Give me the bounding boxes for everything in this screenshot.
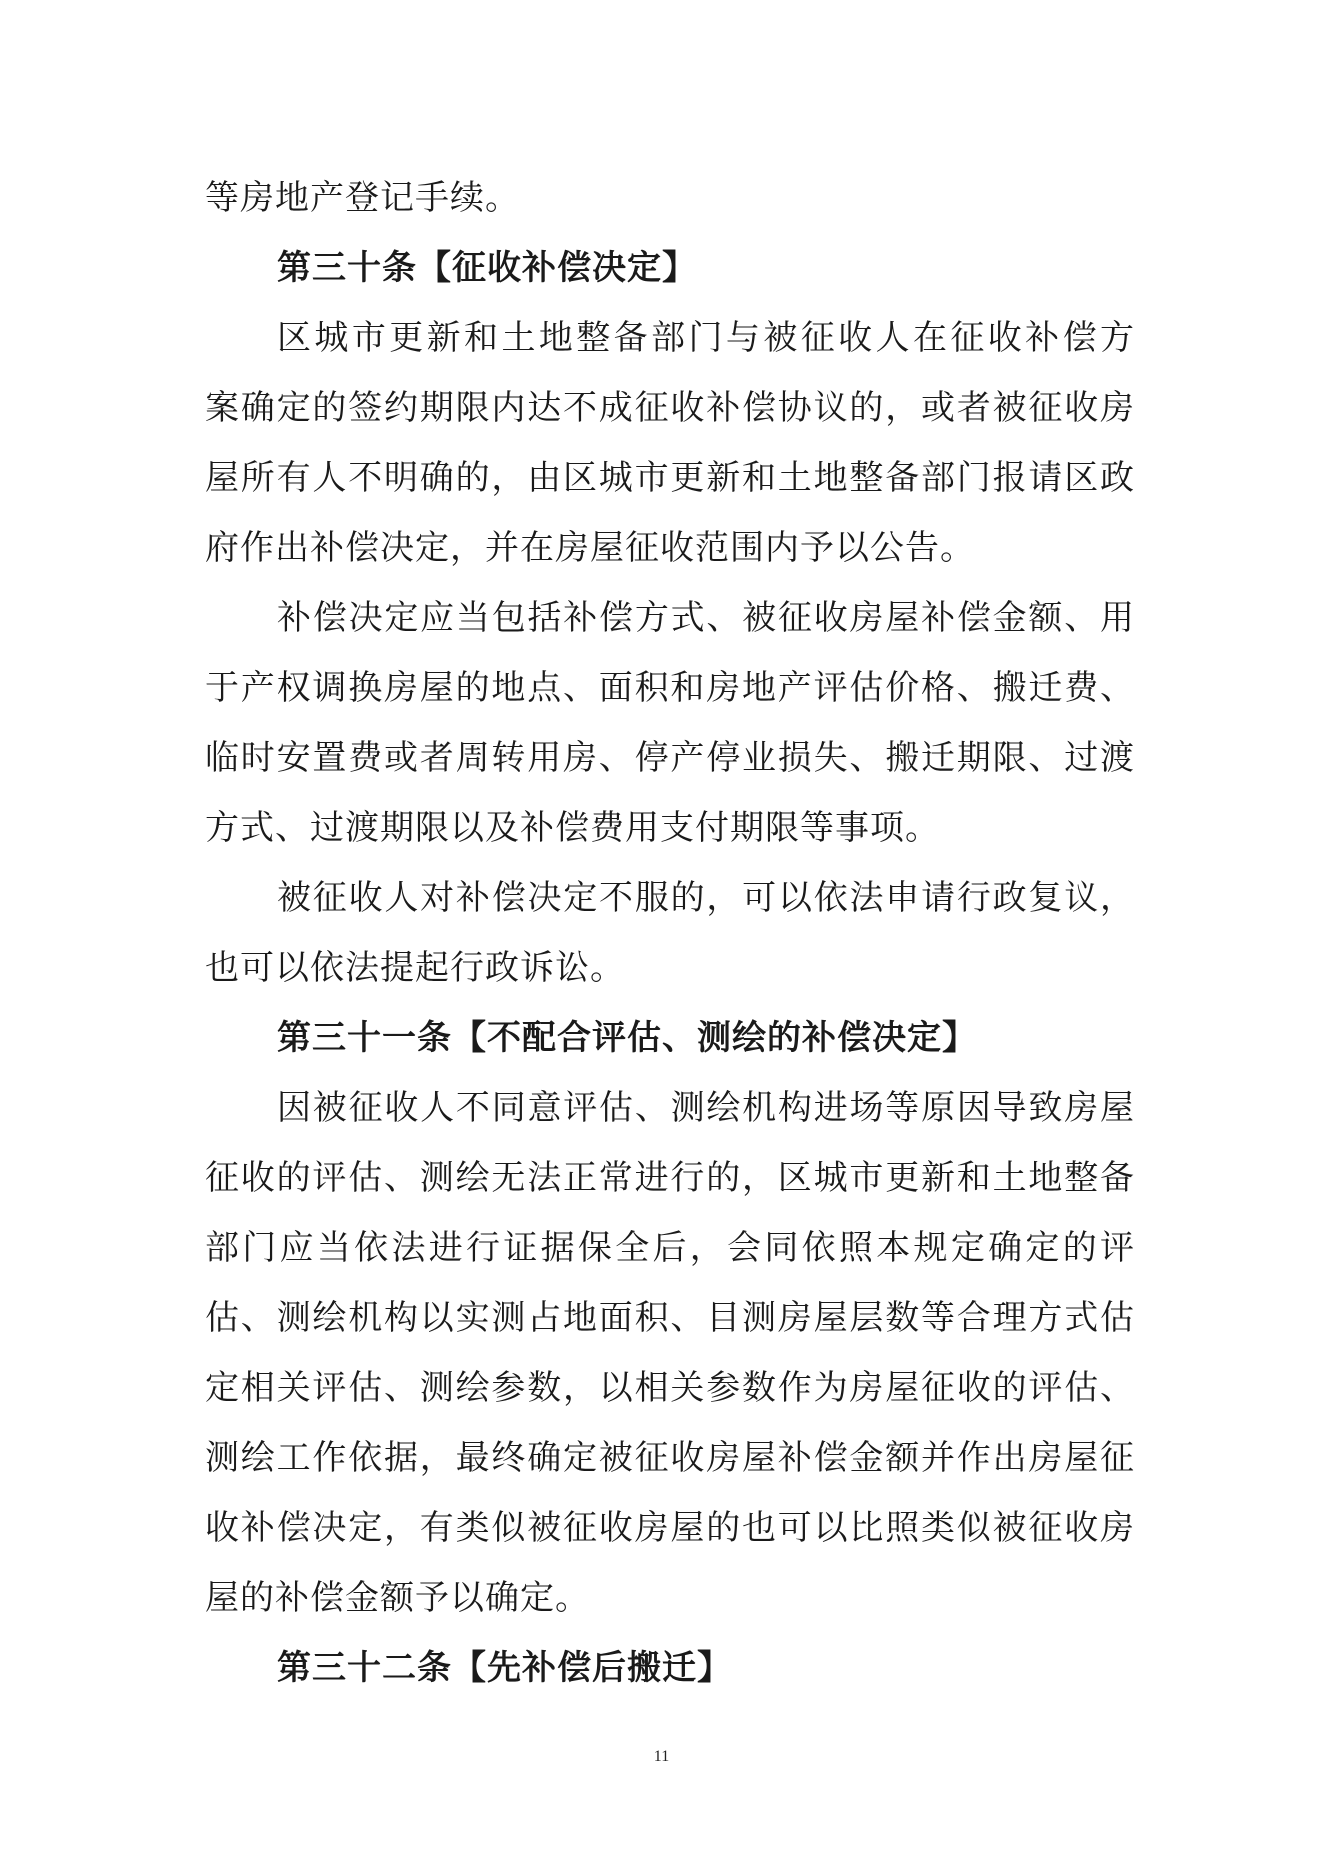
page-number: 11 bbox=[653, 1748, 670, 1765]
paragraph-line: 案确定的签约期限内达不成征收补偿协议的，或者被征收房 bbox=[205, 388, 1135, 428]
paragraph-line: 估、测绘机构以实测占地面积、目测房屋层数等合理方式估 bbox=[205, 1298, 1135, 1338]
article-31-heading: 第三十一条【不配合评估、测绘的补偿决定】 bbox=[277, 1018, 977, 1058]
paragraph-line: 于产权调换房屋的地点、面积和房地产评估价格、搬迁费、 bbox=[205, 668, 1135, 708]
article-32-heading: 第三十二条【先补偿后搬迁】 bbox=[277, 1648, 732, 1688]
paragraph-line: 因被征收人不同意评估、测绘机构进场等原因导致房屋 bbox=[277, 1088, 1135, 1128]
paragraph-line: 也可以依法提起行政诉讼。 bbox=[205, 948, 625, 988]
paragraph-line: 临时安置费或者周转用房、停产停业损失、搬迁期限、过渡 bbox=[205, 738, 1135, 778]
paragraph-line: 等房地产登记手续。 bbox=[205, 178, 520, 218]
document-body bbox=[205, 163, 1135, 1703]
paragraph-line: 区城市更新和土地整备部门与被征收人在征收补偿方 bbox=[277, 318, 1135, 358]
paragraph-line: 方式、过渡期限以及补偿费用支付期限等事项。 bbox=[205, 808, 940, 848]
paragraph-line: 定相关评估、测绘参数，以相关参数作为房屋征收的评估、 bbox=[205, 1368, 1135, 1408]
paragraph-line: 部门应当依法进行证据保全后，会同依照本规定确定的评 bbox=[205, 1228, 1135, 1268]
paragraph-line: 补偿决定应当包括补偿方式、被征收房屋补偿金额、用 bbox=[277, 598, 1135, 638]
paragraph-line: 测绘工作依据，最终确定被征收房屋补偿金额并作出房屋征 bbox=[205, 1438, 1135, 1478]
article-30-heading: 第三十条【征收补偿决定】 bbox=[277, 248, 697, 288]
paragraph-line: 屋所有人不明确的，由区城市更新和土地整备部门报请区政 bbox=[205, 458, 1135, 498]
paragraph-line: 屋的补偿金额予以确定。 bbox=[205, 1578, 590, 1618]
paragraph-line: 被征收人对补偿决定不服的，可以依法申请行政复议， bbox=[277, 878, 1135, 918]
paragraph-line: 收补偿决定，有类似被征收房屋的也可以比照类似被征收房 bbox=[205, 1508, 1135, 1548]
paragraph-line: 征收的评估、测绘无法正常进行的，区城市更新和土地整备 bbox=[205, 1158, 1135, 1198]
paragraph-line: 府作出补偿决定，并在房屋征收范围内予以公告。 bbox=[205, 528, 975, 568]
